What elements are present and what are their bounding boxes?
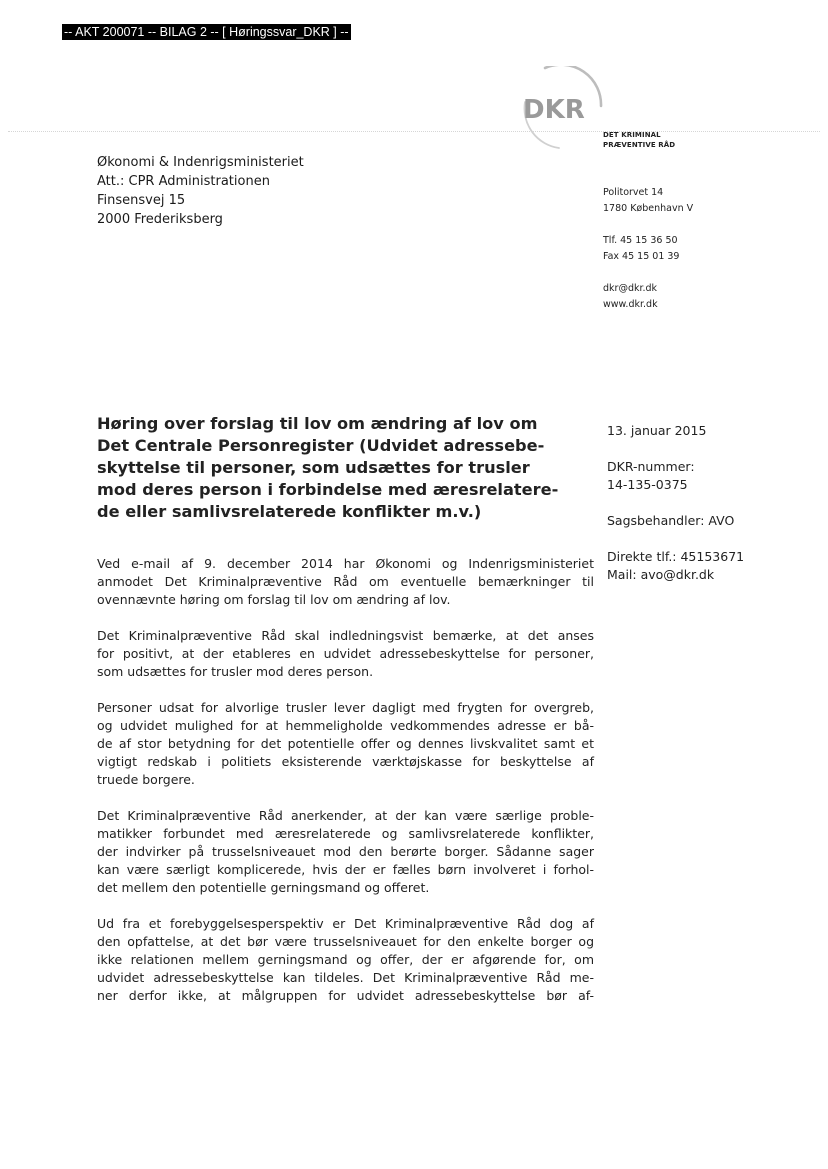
body-line: for positivt, at der etableres en udvidet adressebeskyttelse for personer, [97,646,594,661]
recipient-line: 2000 Frederiksberg [97,212,223,227]
caseworker: Sagsbehandler: AVO [607,513,735,528]
body-line: truede borgere. [97,772,195,787]
body-line: Ud fra et forebyggelsesperspektiv er Det Kriminalpræventive Råd dog af [97,916,594,931]
sender-info [603,185,693,313]
logo-subtitle-line: DET KRIMINAL [603,131,661,139]
recipient-line: Finsensvej 15 [97,193,186,208]
body-line: og udvidet mulighed for at hemmeligholde vedkommendes adresse er bå- [97,718,594,733]
paragraph [97,807,594,897]
body-line: Det Kriminalpræventive Råd anerkender, at der kan være særlige proble- [97,808,594,823]
body-line: ner derfor ikke, at målgruppen for udvidet adressebeskyttelse bør af- [97,988,594,1003]
body-line: de af stor betydning for det potentielle offer og dennes livskvalitet samt et [97,736,594,751]
body-line: anmodet Det Kriminalpræventive Råd om eventuelle bemærkninger til [97,574,594,589]
header-divider [8,131,820,132]
recipient-address [97,153,304,229]
title-line: mod deres person i forbindelse med æresrelatere- [97,480,559,499]
body-line: kan være særligt komplicerede, hvis der er fælles børn involveret i forhol- [97,862,594,877]
paragraph [97,915,594,1005]
body-line: ovennævnte høring om forslag til lov om ændring af lov. [97,592,451,607]
sender-phone: Tlf. 45 15 36 50 [603,235,678,246]
sender-street: Politorvet 14 [603,187,664,198]
caseworker-mail: Mail: avo@dkr.dk [607,567,715,582]
recipient-line: Økonomi & Indenrigsministeriet [97,155,304,170]
body-line: Personer udsat for alvorlige trusler lever dagligt med frygten for overgreb, [97,700,594,715]
body-line: ikke relationen mellem gerningsmand og offer, der er afgørende for, om [97,952,594,967]
title-line: skyttelse til personer, som udsættes for trusler [97,458,530,477]
sender-website: www.dkr.dk [603,299,658,310]
body-line: den opfattelse, at det bør være trusselsniveauet for den enkelte borger og [97,934,594,949]
dkr-logo [515,66,615,150]
letter-title [97,413,577,523]
body-line: Det Kriminalpræventive Råd skal indledningsvist bemærke, at det anses [97,628,594,643]
body-line: Ved e-mail af 9. december 2014 har Økonomi og Indenrigsministeriet [97,556,594,571]
direct-phone: Direkte tlf.: 45153671 [607,549,745,564]
letter-body [97,555,594,1023]
title-line: Høring over forslag til lov om ændring af lov om [97,414,538,433]
dkr-number-label: DKR-nummer: [607,459,695,474]
recipient-line: Att.: CPR Administrationen [97,174,270,189]
title-line: Det Centrale Personregister (Udvidet adressebe- [97,436,545,455]
body-line: vigtigt redskab i politiets eksisterende værktøjskasse for beskyttelse af [97,754,594,769]
paragraph [97,699,594,789]
dkr-number: 14-135-0375 [607,477,688,492]
sender-fax: Fax 45 15 01 39 [603,251,680,262]
paragraph [97,627,594,681]
body-line: matikker forbundet med æresrelaterede og samlivsrelaterede konflikter, [97,826,594,841]
sender-city: 1780 København V [603,203,694,214]
body-line: udvidet adressebeskyttelse kan tildeles. Det Kriminalpræventive Råd me- [97,970,594,985]
sender-email: dkr@dkr.dk [603,283,658,294]
title-line: de eller samlivsrelaterede konflikter m.v.) [97,502,482,521]
body-line: som udsættes for trusler mod deres person. [97,664,374,679]
logo-text: DKR [523,95,585,125]
body-line: der indvirker på trusselsniveauet mod den berørte borger. Sådanne sager [97,844,594,859]
logo-subtitle [603,130,675,150]
paragraph [97,555,594,609]
archive-stamp: -- AKT 200071 -- BILAG 2 -- [ Høringssvar_DKR ] -- [64,25,349,39]
letter-date: 13. januar 2015 [607,423,707,438]
body-line: det mellem den potentielle gerningsmand og offeret. [97,880,430,895]
logo-subtitle-line: PRÆVENTIVE RÅD [603,141,676,149]
letter-meta [607,422,744,584]
